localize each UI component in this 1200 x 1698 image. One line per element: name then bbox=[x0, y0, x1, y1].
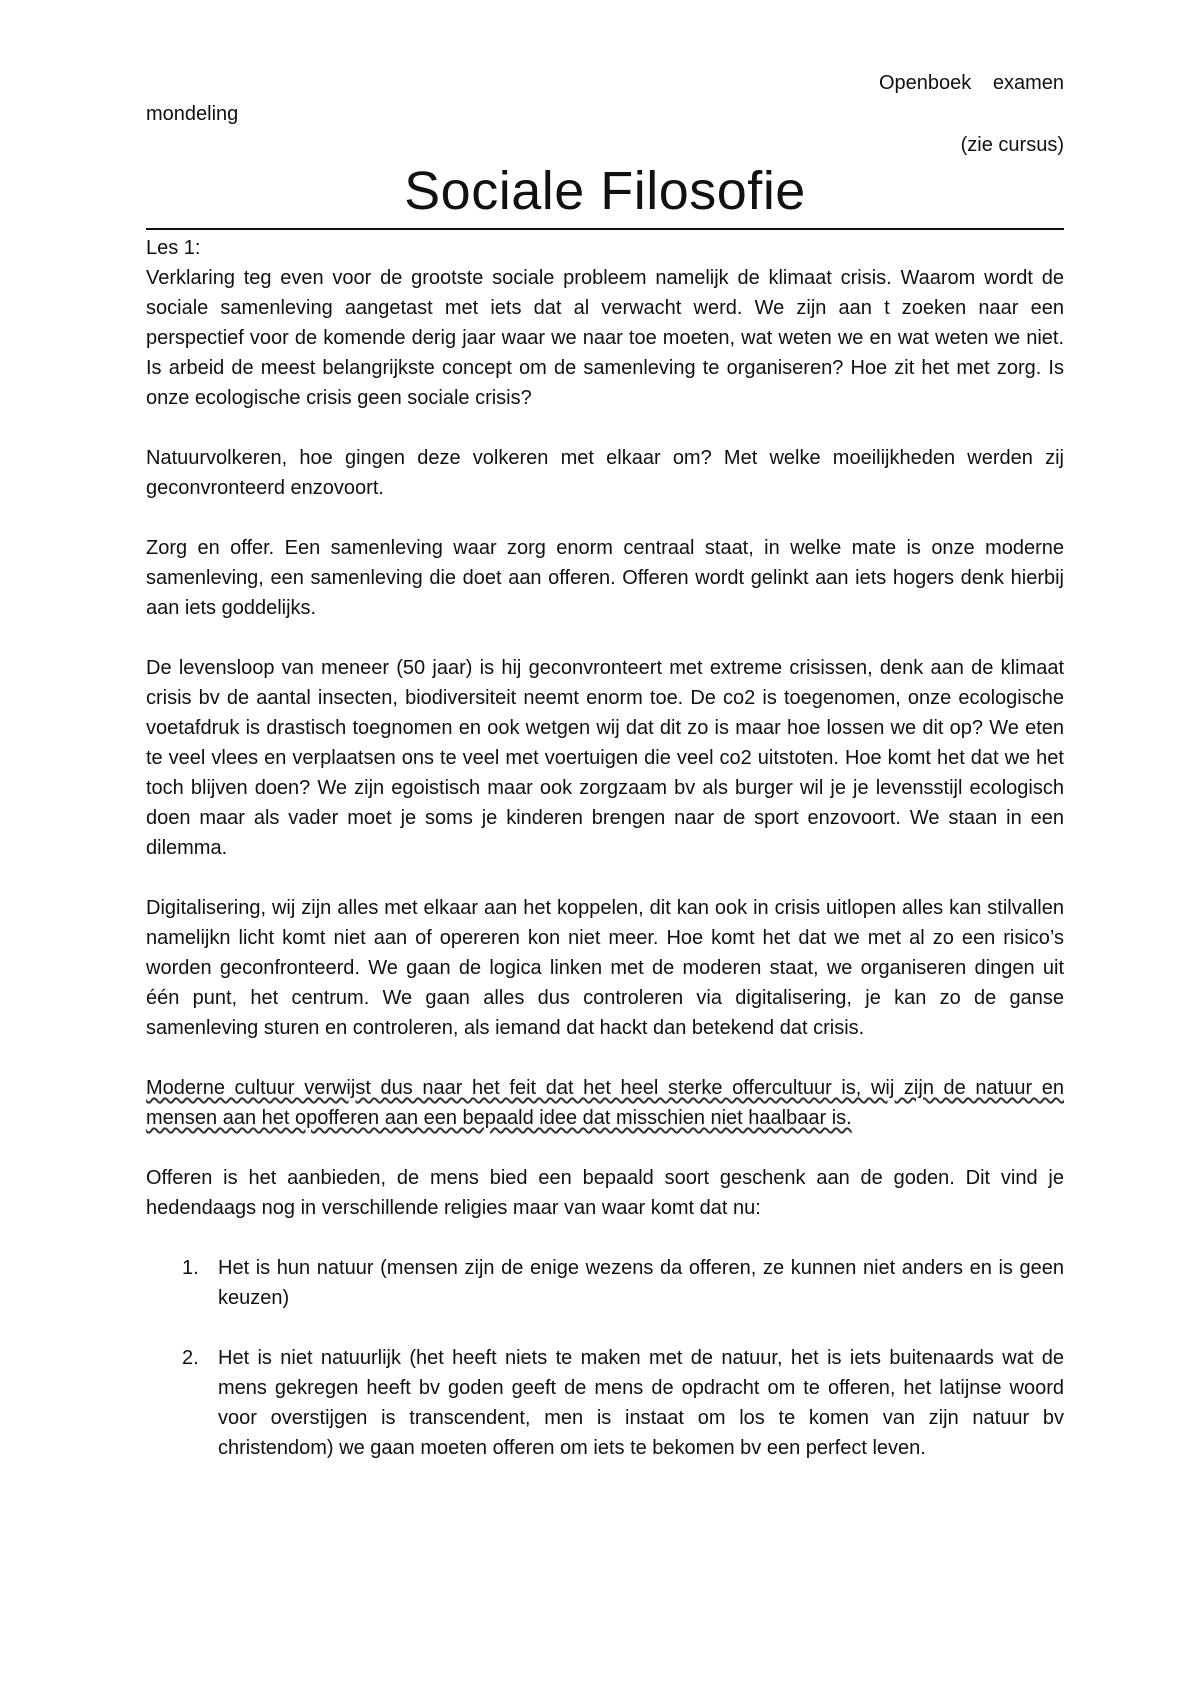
paragraph-levensloop: De levensloop van meneer (50 jaar) is hij geconvronteert met extreme crisissen, denk aan de klimaat crisis bv de aantal insecten, biodiversiteit neemt enorm toe. De co2 is toegenomen, onze ecologische voetafdruk is drastisch toegnomen en ook wetgen wij dat dit zo is maar hoe lossen we dit op? We eten te veel vlees en verplaatsen ons te veel met voertuigen die veel co2 uitstoten. Hoe komt het dat we het toch blijven doen? We zijn egoistisch maar ook zorgzaam bv als burger wil je je levensstijl ecologisch doen maar als vader moet je soms je kinderen brengen naar de sport enzovoort. We staan in een dilemma. bbox=[146, 657, 1064, 859]
list-text: Het is niet natuurlijk (het heeft niets te maken met de natuur, het is iets buitenaards wat de mens gekregen heeft bv goden geeft de mens de opdracht om te offeren, het latijnse woord voor overstijgen is transcendent, men is instaat om los te komen van zijn natuur bv christendom) we gaan moeten offeren om iets te bekomen bv een perfect leven. bbox=[218, 1347, 1064, 1459]
list-number: 1. bbox=[182, 1257, 199, 1279]
paragraph-digitalisering: Digitalisering, wij zijn alles met elkaar aan het koppelen, dit kan ook in crisis uitlopen alles kan stilvallen namelijkn licht komt niet aan of opereren kon niet meer. Hoe komt het dat we met al zo een risico’s worden geconfronteerd. We gaan de logica linken met de moderen staat, we organiseren dingen uit één punt, het centrum. We gaan alles dus controleren via digitalisering, je kan zo de ganse samenleving sturen en controleren, als iemand dat hackt dan betekend dat crisis. bbox=[146, 897, 1064, 1039]
paragraph-intro: Verklaring teg even voor de grootste sociale probleem namelijk de klimaat crisis. Waarom wordt de sociale samenleving aangetast met iets dat al verwacht werd. We zijn aan t zoeken naar een perspectief voor de komende derig jaar waar we naar toe moeten, wat weten we en wat weten we niet. Is arbeid de meest belangrijkste concept om de samenleving te organiseren? Hoe zit het met zorg. Is onze ecologische crisis geen sociale crisis? bbox=[146, 267, 1064, 409]
document-body bbox=[146, 233, 1064, 1493]
exam-mode: mondeling bbox=[146, 103, 239, 125]
numbered-list bbox=[146, 1253, 1064, 1463]
paragraph-offeren: Offeren is het aanbieden, de mens bied een bepaald soort geschenk aan de goden. Dit vind je hedendaags nog in verschillende religies maar van waar komt dat nu: bbox=[146, 1167, 1064, 1219]
course-note: (zie cursus) bbox=[960, 134, 1064, 156]
title-underline bbox=[146, 228, 1064, 230]
list-number: 2. bbox=[182, 1347, 199, 1369]
list-text: Het is hun natuur (mensen zijn de enige wezens da offeren, ze kunnen niet anders en is geen keuzen) bbox=[218, 1257, 1064, 1309]
document-title: Sociale Filosofie bbox=[404, 161, 806, 221]
lesson-label: Les 1: bbox=[146, 237, 201, 259]
list-item bbox=[146, 1253, 1064, 1313]
paragraph-moderne-cultuur: Moderne cultuur verwijst dus naar het feit dat het heel sterke offercultuur is, wij zijn de natuur en mensen aan het opofferen aan een bepaald idee dat misschien niet haalbaar is. bbox=[146, 1077, 1064, 1129]
document-page bbox=[146, 0, 1064, 1698]
exam-type: Openboek examen bbox=[878, 72, 1064, 94]
paragraph-zorg-en-offer: Zorg en offer. Een samenleving waar zorg enorm centraal staat, in welke mate is onze moderne samenleving, een samenleving die doet aan offeren. Offeren wordt gelinkt aan iets hogers denk hierbij aan iets goddelijks. bbox=[146, 537, 1064, 619]
list-item bbox=[146, 1343, 1064, 1463]
paragraph-natuurvolkeren: Natuurvolkeren, hoe gingen deze volkeren met elkaar om? Met welke moeilijkheden werden zij geconvronteerd enzovoort. bbox=[146, 447, 1064, 499]
